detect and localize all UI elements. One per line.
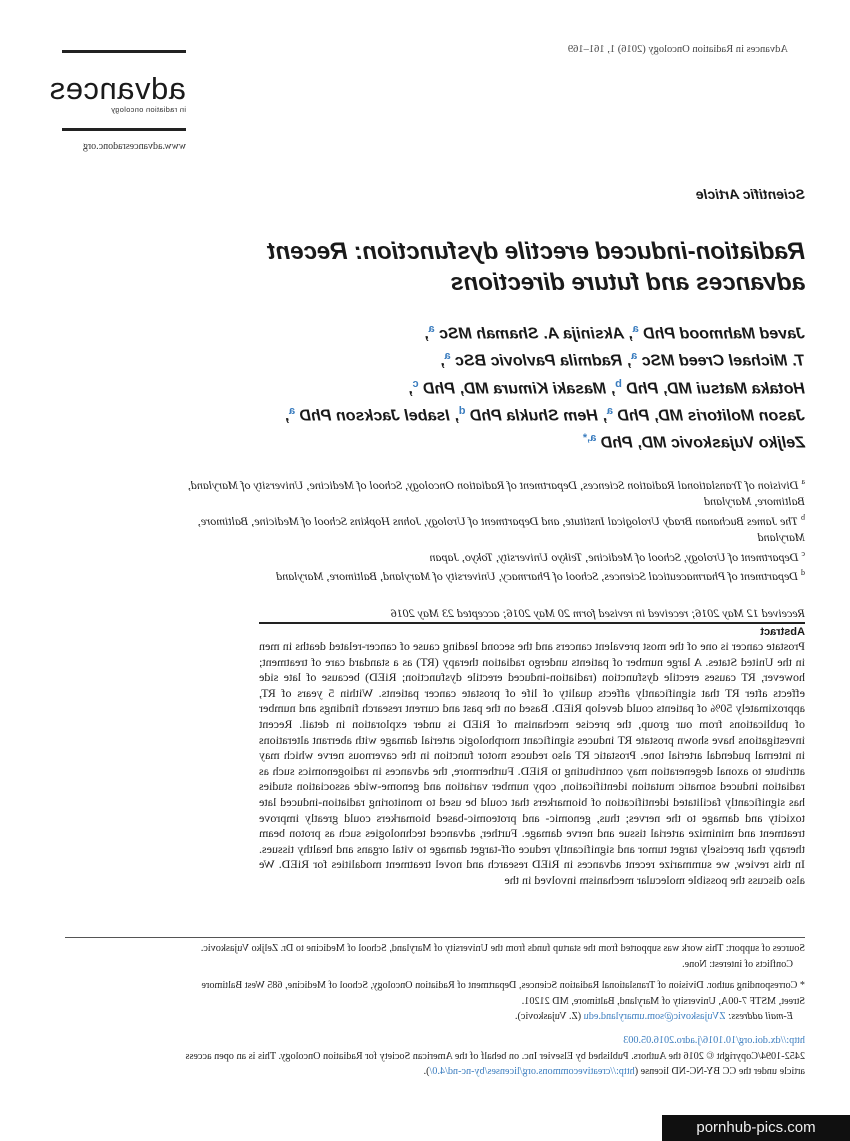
author-separator: , xyxy=(424,325,429,343)
title-line-1: Radiation-induced erectile dysfunction: Recent xyxy=(267,238,805,265)
email-label: E-mail address: xyxy=(728,1011,793,1023)
journal-citation: Advances in Radiation Oncology (2016) 1, 161–169 xyxy=(567,44,788,55)
author-affiliation-mark[interactable]: a xyxy=(631,350,638,363)
author-separator: , xyxy=(439,352,445,370)
author-affiliation-mark[interactable]: b xyxy=(615,377,622,390)
author-affiliation-mark[interactable]: a xyxy=(606,404,613,417)
affiliation-text: Department of Urology, School of Medicine, Teikyo University, Tokyo, Japan xyxy=(429,549,799,564)
author-affiliation-mark[interactable]: a xyxy=(428,323,435,335)
license-text: article under the CC BY-NC-ND license ( xyxy=(634,1066,805,1078)
received-dates: Received 12 May 2016; received in revised form 20 May 2016; accepted 23 May 2016 xyxy=(390,605,805,620)
logo-rule-top xyxy=(62,50,186,53)
logo-subtitle: in radiation oncology xyxy=(110,105,186,114)
email-owner: (Z. Vujaskovic). xyxy=(514,1011,582,1023)
author-name: T. Michael Creed MSc xyxy=(641,352,805,370)
author-affiliation-mark[interactable]: c xyxy=(412,377,419,390)
author-name: Javed Mahmood PhD xyxy=(643,325,805,343)
affiliation-text: The James Buchanan Brady Urological Institute, and Department of Urology, Johns Hopkins School of Medicine, Baltimore, Maryland xyxy=(197,513,805,545)
author-separator: , xyxy=(628,325,633,343)
footnotes xyxy=(60,941,805,1086)
author-name: Aksinija A. Shamah MSc xyxy=(439,325,625,343)
corresponding-note xyxy=(60,978,805,1025)
journal-website[interactable]: www.advancesradonc.org xyxy=(82,141,186,152)
author-name: Isabel Jackson PhD xyxy=(299,407,450,425)
author-list xyxy=(185,318,805,455)
author-separator: , xyxy=(610,379,616,397)
article-type: Scientific Article xyxy=(695,186,805,202)
copyright-text: 2452-1094/Copyright © 2016 the Authors. Published by Elsevier Inc. on behalf of the American Society for Radiation Oncology. This is an open access xyxy=(185,1050,805,1062)
support-note xyxy=(60,941,805,972)
affiliation-item xyxy=(185,510,805,546)
abstract-text: Prostate cancer is one of the most prevalent cancers and the second leading cause of cancer-related deaths in men in the United States. A large number of patients undergo radiation therapy (RT) as a standard care of treatment; however, RT causes erectile dysfunction (radiation-induced erectile dysfunction; RiED) because of late side effects after RT that significantly affects quality of life of prostate cancer patients. Within 5 years of RT, approximately 50% of patients could develop RiED. Based on the past and current research findings and number of publications from our group, the precise mechanism of RiED is under exploration in detail. Recent investigations have shown prostate RT induces significant morphologic arterial damage with aberrant alterations in internal pudendal arterial tone. Prostatic RT also reduces motor function in the cavernous nerve which may attribute to axonal degeneration may contributing to RiED. Furthermore, the advances in radiogenomics such as radiation induced somatic mutation identification, copy number variation and genome-wide association studies has significantly facilitated identification of biomarkers that could be used to monitoring radiation-induced late toxicity and damage to the nerves; thus, genomic- and proteomic-based biomarkers could greatly improve treatment and minimize arterial tissue and nerve damage. Further, advanced technologies such as proton beam therapy that precisely target tumor and significantly reduce off-target damage to vital organs and healthy tissues. In this review, we summarize recent advances in RiED research and novel treatment modalities for RiED. We also discuss the possible molecular mechanism involved in the xyxy=(259,639,805,887)
license-text-end: ). xyxy=(423,1066,430,1078)
author-affiliation-mark[interactable]: d xyxy=(458,404,466,417)
abstract-rule xyxy=(259,622,805,624)
author-name: Masaki Kimura MD, PhD xyxy=(423,379,607,397)
author-name: Hem Shukla PhD xyxy=(469,407,598,425)
abstract xyxy=(259,626,805,889)
author-name: Jason Molitoris MD, PhD xyxy=(617,407,805,425)
author-name: Zeljko Vujaskovic MD, PhD xyxy=(600,434,805,452)
article-title xyxy=(185,236,805,298)
author-name: Hotaka Matsui MD, PhD xyxy=(626,379,805,397)
logo-word: advances xyxy=(49,71,186,106)
doi-block xyxy=(60,1033,805,1080)
author-separator: , xyxy=(284,407,289,425)
author-separator: , xyxy=(602,407,607,425)
author-separator: , xyxy=(408,379,413,397)
doi-link[interactable]: http://dx.doi.org/10.1016/j.adro.2016.05.003 xyxy=(623,1034,805,1046)
conflicts-text: Conflicts of interest: None. xyxy=(682,958,793,970)
license-link[interactable]: http://creativecommons.org/licenses/by-nc-nd/4.0/ xyxy=(429,1066,635,1078)
author-affiliation-mark[interactable]: a xyxy=(288,404,296,417)
affiliation-item xyxy=(185,565,805,585)
support-text: Sources of support: This work was supported from the startup funds from the University of Maryland, School of Medicine to Dr. Zeljko Vujaskovic. xyxy=(200,943,805,954)
watermark: pornhub-pics.com xyxy=(662,1115,850,1141)
affiliation-item xyxy=(185,546,805,566)
author-name: Radmila Pavlovic BSc xyxy=(455,352,623,370)
affiliation-text: Department of Pharmaceutical Sciences, School of Pharmacy, University of Maryland, Baltimore, Maryland xyxy=(276,569,798,584)
affiliation-text: Division of Translational Radiation Sciences, Department of Radiation Oncology, School of Medicine, University of Maryland, Baltimore, Maryland xyxy=(187,477,805,509)
email-line xyxy=(515,1011,805,1022)
author-separator: , xyxy=(454,407,459,425)
affiliation-mark: d xyxy=(801,568,805,578)
affiliation-mark: a xyxy=(801,476,805,486)
corresponding-text: * Corresponding author. Division of Translational Radiation Sciences, Department of Radiation Oncology, School of Medicine, 685 West Baltimore xyxy=(201,980,805,992)
email-link[interactable]: ZVujaskovic@som.umaryland.edu xyxy=(583,1011,726,1023)
affiliation-list xyxy=(185,474,805,585)
footnote-rule xyxy=(65,937,805,938)
affiliation-item xyxy=(185,474,805,510)
author-affiliation-mark[interactable]: a xyxy=(632,323,639,335)
article-header xyxy=(185,186,805,621)
affiliation-mark: c xyxy=(801,548,805,558)
abstract-heading: Abstract xyxy=(760,626,805,638)
corresponding-address: Street, MSTF 7-00A, University of Maryland, Baltimore, MD 21201. xyxy=(521,995,805,1007)
author-affiliation-mark[interactable]: a,* xyxy=(582,432,597,445)
logo-rule-bottom xyxy=(62,128,186,131)
affiliation-mark: b xyxy=(801,512,805,522)
author-separator: , xyxy=(626,352,632,370)
author-affiliation-mark[interactable]: a xyxy=(444,350,451,363)
title-line-2: advances and future directions xyxy=(450,269,805,296)
journal-logo xyxy=(49,71,186,114)
